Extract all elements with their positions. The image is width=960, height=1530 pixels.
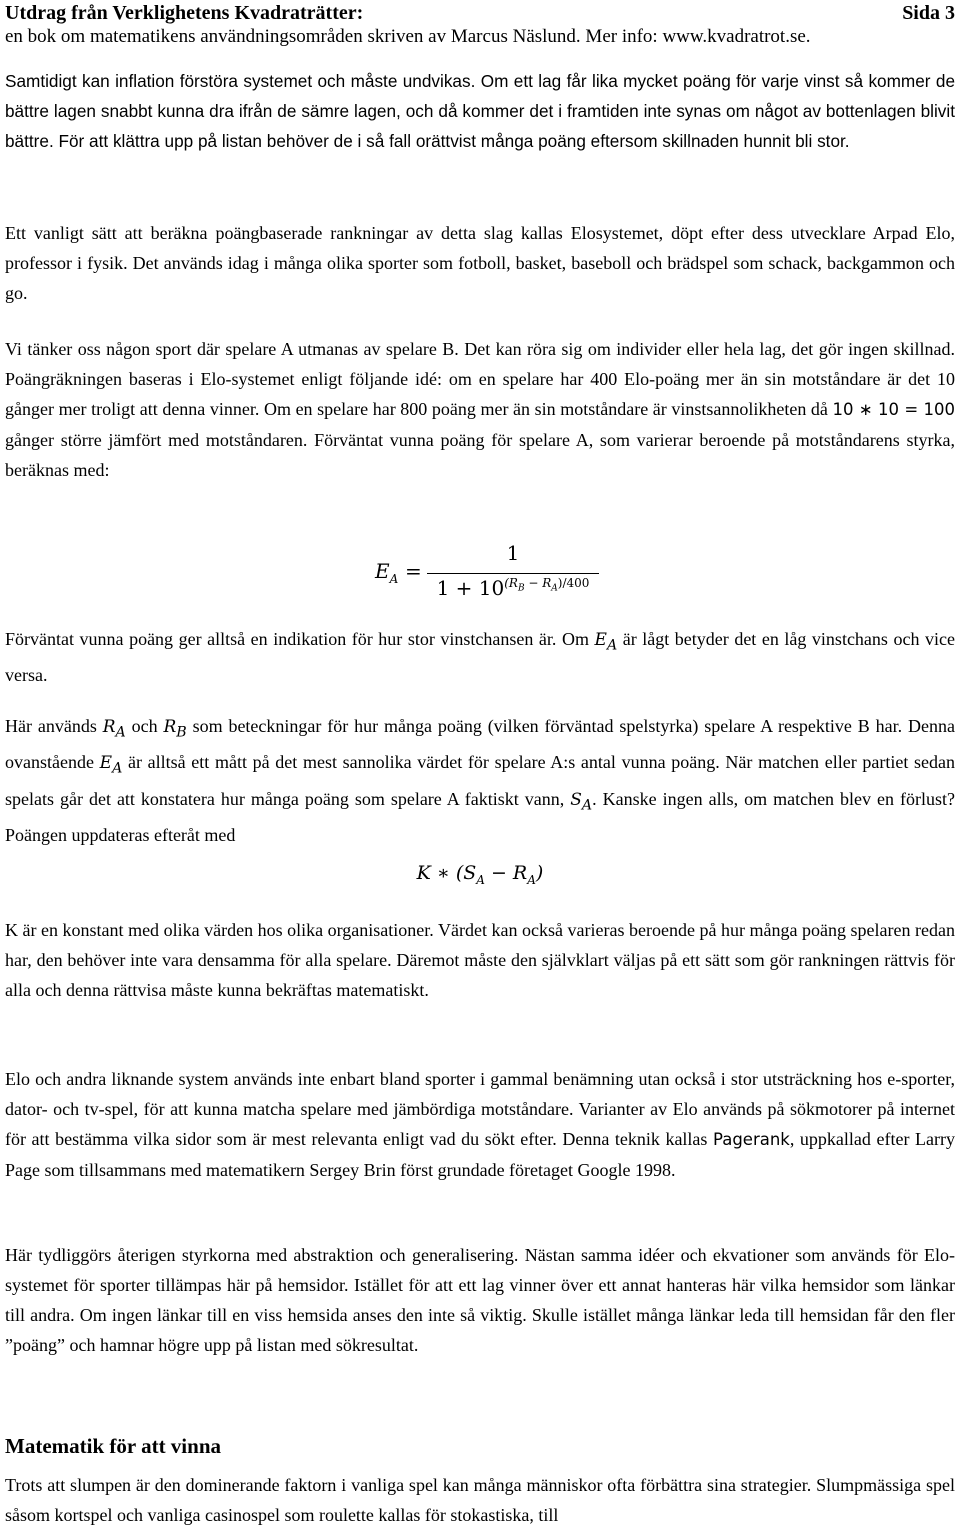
paragraph-elo-idea: Vi tänker oss någon sport där spelare A utmanas av spelare B. Det kan röra sig om individer eller hela lag, det gör ingen skillnad. Poängräkningen baseras i Elo-systemet enligt följande idé: om en spelare har 400 Elo-poäng mer än sin motståndare är det 10 gånger mer troligt att denna vinner. Om en spelare har 800 poäng mer än sin motståndare är vinstsannolikheten då 10 ∗ 10 = 100 gånger större jämfört med motståndaren. Förväntat vunna poäng för spelare A, som varierar beroende på motståndarens styrka, beräknas med: — [5, 339, 955, 480]
expected-score-formula: $E_A$ = 1 $1 + 10^{(R_B - R_A)/400}$ — [375, 541, 605, 605]
paragraph-inflation: Samtidigt kan inflation förstöra systemet och måste undvikas. Om ett lag får lika mycket poäng för varje vinst så kommer de bättre lagen snabbt kunna dra ifrån de sämre lagen, och då kommer det i framtiden inte synas om något av bottenlagen blivit bättre. För att klättra upp på listan behöver de i så fall orättvist många poäng eftersom skillnaden hunnit bli stor. — [5, 71, 955, 151]
paragraph-elo-intro: Ett vanligt sätt att beräkna poängbaserade rankningar av detta slag kallas Elosystemet, döpt efter dess utvecklare Arpad Elo, professor i fysik. Det används idag i många olika sporter som fotboll, basket, baseboll och brädspel som schack, backgammon och go. — [5, 223, 955, 303]
book-title: Utdrag från Verklighetens Kvadraträtter: — [5, 2, 364, 24]
paragraph-abstraction: Här tydliggörs återigen styrkorna med abstraktion och generalisering. Nästan samma idéer och ekvationer som används för Elo-systemet för sporter tillämpas här på hemsidor. Istället för att ett lag vinner över ett annat hanteras här vilka hemsidor som länkar till andra. Om ingen länkar till en viss hemsida anses den inte så viktig. Skulle istället många länkar leda till hemsidan får den fler ”poäng” och hamnar högre upp på listan med sökresultat. — [5, 1245, 955, 1355]
page-header — [5, 0, 955, 70]
update-formula: K ∗ $(S_A - R_A)$ — [416, 862, 544, 887]
paragraph-k-constant: K är en konstant med olika värden hos olika organisationer. Värdet kan också varieras beroende på hur många poäng spelaren redan har, den behöver inte vara densamma för alla spelare. Däremot måste den självklart väljas på ett sätt som gör rankningen rättvis för alla och denna rättvisa måste kunna bekräftas matematiskt. — [5, 920, 955, 1000]
paragraph-strategy: Trots att slumpen är den dominerande faktorn i vanliga spel kan många människor ofta förbättra sina strategier. Slumpmässiga spel såsom kortspel och vanliga casinospel som roulette kallas för stokastiska, till — [5, 1475, 955, 1525]
section-heading: Matematik för att vinna — [5, 1434, 221, 1458]
paragraph-pagerank: Elo och andra liknande system används inte enbart bland sporter i gammal benämning utan också i stor utsträckning hos e-sporter, dator- och tv-spel, för att kunna matcha spelare med jämbördiga motståndare. Varianter av Elo används på sökmotorer på internet för att bestämma vilka sidor som är mest relevanta enligt vad du sökt efter. Denna teknik kallas Pagerank, uppkallad efter Larry Page som tillsammans med matematikern Sergey Brin först grundade företaget Google 1998. — [5, 1069, 955, 1180]
paragraph-ratings: Här används $R_A$ och $R_B$ som beteckningar för hur många poäng (vilken förväntad spelstyrka) spelare A respektive B har. Denna ovanstående $E_A$ är alltså ett mått på det mest sannolika värdet för spelare A:s antal vunna poäng. När matchen eller partiet sedan spelats går det att konstatera hur många poäng som spelare A faktiskt vann, $S_A$. Kanske ingen alls, om matchen blev en förlust? Poängen uppdateras efteråt med — [5, 716, 956, 846]
page-number: Sida 3 — [902, 2, 955, 24]
paragraph-expected-score: Förväntat vunna poäng ger alltså en indikation för hur stor vinstchansen är. Om $E_A$ är lågt betyder det en låg vinstchans och vice versa. — [5, 629, 955, 686]
document-page — [5, 0, 956, 1525]
book-subtitle: en bok om matematikens användningsområden skriven av Marcus Näslund. Mer info: www.kvadratrot.se. — [5, 26, 811, 47]
